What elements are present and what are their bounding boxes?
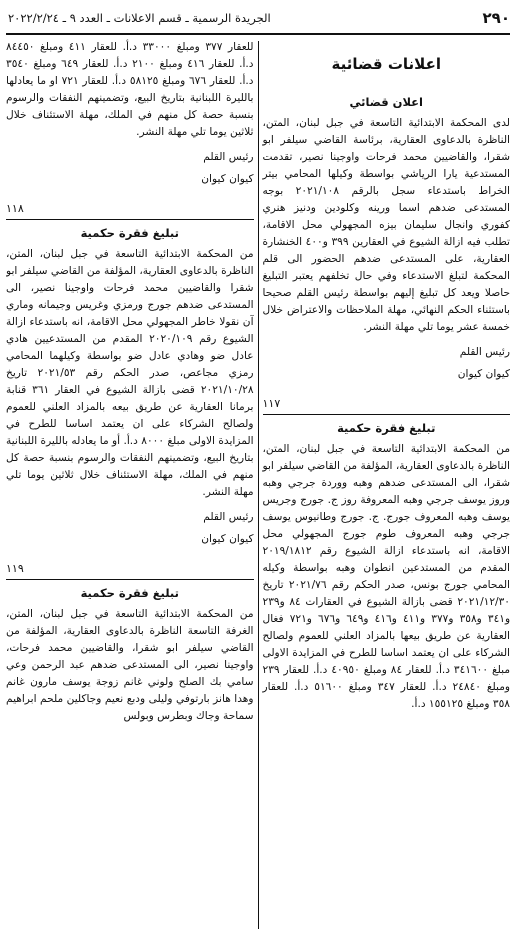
left-column	[6, 39, 258, 929]
notice-body: لدى المحكمة الابتدائية التاسعة في جبل لبنان، المتن، الناظرة بالدعاوى العقارية، برئاسة القاضي سيلفر ابو شقرا، والقاضيين محمد فرحات واوجينا نصير، تقدمت المستدعية يارا الرياشي بواسطة وكيلها المحامي بيتر الخراط باستدعاء سجل بالرقم ٢٠٢١/١٠٨ بوجه المستدعى ضدهم اسما ورينه وكلودين ودنيز هنري كفوري وانجال سليمان بيزه المجهولي محل الاقامة، تطلب فيه ازالة الشيوع في العقارين ٣٩٩ و٤٠٠ الخنشارة العقارية، على المستدعى ضدهم الحضور الى قلم المحكمة لتبلغ الاستدعاء وفي حال تخلفهم يعتبر التبليغ حاصلا ويعد كل تبليغ إليهم بواسطة رئيس القلم صحيحا باستثناء الحكم النهائي، مهلة الملاحظات والاعتراض خلال خمسة عشر يوما تلي مهلة النشر.	[262, 117, 510, 333]
signature-block	[6, 149, 254, 188]
section-title: اعلانات قضائية	[331, 55, 441, 73]
running-title: الجريدة الرسمية ـ قسم الاعلانات ـ العدد ٩ ـ ٢٠٢٢/٢/٢٤	[8, 11, 271, 25]
notice-body: من المحكمة الابتدائية التاسعة في جبل لبنان، المتن، الناظرة بالدعاوى العقارية، المؤلفة من القاضي سيلفر ابو شقرا والقاضيين محمد فرحات واوجينا نصير، الى المستدعى ضدهم جورج ورمزي وغريس وجيمانه وماري آن نقولا خاطر المجهولي محل الاقامة، انه باستدعاء ازالة الشيوع رقم ٢٠٢٠/١٠٩ المقدم من المستدعيين هادي عادل ضو وهادي عادل ضو بواسطة وكيلهما المحامي رمزي مجاعص، صدر الحكم رقم ٢٠٢١/٥٣ تاريخ ٢٠٢١/١٠/٢٨ قضى بازالة الشيوع في العقار ٣٦١ قنابة برمانا العقارية عن طريق بيعه بالمزاد العلني للعموم ولصالح الشركاء على ان يعتمد اساسا للطرح في المزايدة الاولى مبلغ ٨٠٠٠ د.أ. أو ما يعادله بالليرة اللبنانية بتاريخ البيع، وتضمينهم النفقات والرسوم بنسبة حصة كل منهم في الملك، مهلة الاستئناف خلال ثلاثين يوما تلي مهلة النشر.	[6, 248, 254, 498]
signature-name: كيوان كيوان	[201, 533, 254, 545]
notice-separator	[6, 579, 254, 580]
notice-number: ١١٩	[6, 562, 24, 575]
signature-title: رئيس القلم	[203, 151, 254, 163]
notice-continuation: للعقار ٣٧٧ ومبلغ ٣٣٠٠٠ د.أ. للعقار ٤١١ ومبلغ ٨٤٤٥٠ د.أ. للعقار ٤١٦ ومبلغ ٢١٠٠ د.أ. للعقار ٦٤٩ ومبلغ ٣٥٤٠ د.أ. للعقار ٦٧٦ ومبلغ ٥٨١٢٥ د.أ. للعقار ٧٢١ او ما يعادلها بالليرة اللبنانية بتاريخ البيع، وتضمينهم النفقات والرسوم بنسبة حصة كل منهم في الملك، مهلة الاستئناف خلال ثلاثين يوما تلي مهلة النشر.	[6, 41, 254, 138]
signature-name: كيوان كيوان	[201, 173, 254, 185]
signature-title: رئيس القلم	[203, 511, 254, 523]
signature-name: كيوان كيوان	[457, 368, 510, 380]
notice-separator	[6, 219, 254, 220]
signature-title: رئيس القلم	[459, 346, 510, 358]
notice-number: ١١٧	[262, 397, 281, 410]
notice-body: من المحكمة الابتدائية التاسعة في جبل لبنان، المتن، الناظرة بالدعاوى العقارية، المؤلفة من القاضي سيلفر ابو شقرا، الى المستدعى ضدهم وهبه ووردة جرجي وهبه وروز يوسف جرجي وهبه المعروفة روز ج. جورج وجريس يوسف وهبه المعروف جورج. ج. جورج وطانيوس يوسف جرجي وهبه المعروف طوم جورج المجهولي محل الاقامة، انه باستدعاء ازالة الشيوع رقم ٢٠١٩/١٨١٢ المقدم من المستدعين انطوان وهبه بواسطة وكيله المحامي جورج بونس، صدر الحكم رقم ٢٠٢١/٧٦ تاريخ ٢٠٢١/١٢/٣٠ قضى بازالة الشيوع في العقارات ٨٤ و٢٣٩ و٣٤١ و٣٥٨ و٣٧٧ و٤١١ و٤١٦ و٦٤٩ و٦٧٦ و٧٢١ فغال العقارية عن طريق بيعها بالمزاد العلني للعموم ولصالح الشركاء على ان يعتمد اساسا للطرح في المزايدة الاولى مبلغ ٣٤١٦٠٠ د.أ. للعقار ٨٤ ومبلغ ٤٠٩٥٠ د.أ. للعقار ٢٣٩ ومبلغ ٢٤٨٤٠ د.أ. للعقار ٣٤٧ ومبلغ ٥١٦٠٠ د.أ. للعقار ٣٥٨ ومبلغ ١٥٥١٢٥ د.أ.	[262, 443, 510, 710]
notice-subtitle: اعلان قضائي	[349, 95, 423, 109]
two-column-body	[6, 39, 510, 929]
notice-body: من المحكمة الابتدائية التاسعة في جبل لبنان، المتن، الغرفة التاسعة الناظرة بالدعاوى العقارية، المؤلفة من القاضي سيلفر ابو شقرا، والقاضيين محمد فرحات، واوجينا نصير، الى المستدعى ضدهم عبد الرحمن وعي سامي بك الصلح ولوني غانم زوجة يوسف مارون غانم وهدا هانز بارتوفي وليلى ودبع نعيم وجاكلين ملحم ابراهيم سماحة وجاك وبطرس وبولس	[6, 608, 254, 722]
notice-separator	[263, 414, 511, 415]
column-divider	[258, 41, 259, 929]
notice-title: تبليغ فقرة حكمية	[80, 586, 179, 600]
notice-title: تبليغ فقرة حكمية	[80, 226, 179, 240]
signature-block	[6, 509, 254, 548]
notice-number: ١١٨	[6, 202, 24, 215]
signature-block	[263, 344, 511, 383]
header-rule	[6, 33, 510, 35]
page-header	[6, 6, 510, 30]
notice-title: تبليغ فقرة حكمية	[337, 421, 436, 435]
right-column	[259, 39, 511, 929]
page-number: ٢٩٠	[482, 9, 510, 27]
